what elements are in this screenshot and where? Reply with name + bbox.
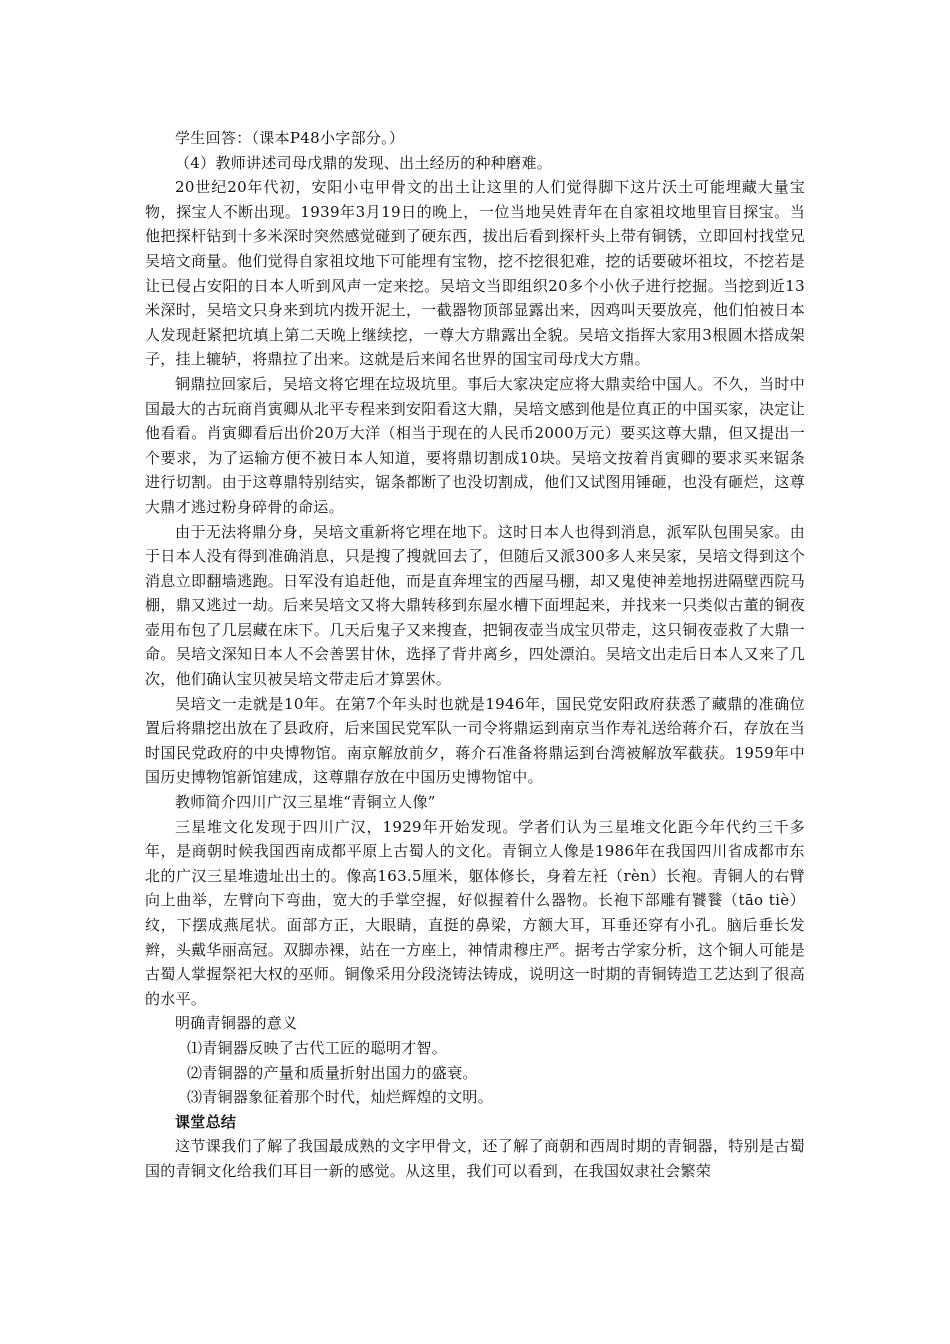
paragraph-fate: 吴培文一走就是10年。在第7个年头时也就是1946年，国民党安阳政府获悉了藏鼎的准确位置后将鼎挖出放在了县政府，后来国民党军队一司令将鼎运到南京当作寿礼送给蒋介石，存放在当时国民党政府的中央博物馆。南京解放前夕，蒋介石准备将鼎运到台湾被解放军截获。1959年中国历史博物馆新馆建成，这尊鼎存放在中国历史博物馆中。	[145, 694, 805, 787]
summary-heading: 课堂总结	[175, 1112, 237, 1131]
intro-sanxingdui: 教师简介四川广汉三星堆“青铜立人像”	[175, 793, 436, 812]
student-answer: 学生回答：（课本P48小字部分。）	[175, 129, 405, 147]
summary-text: 这节课我们了解了我国最成熟的文字甲骨文，还了解了商朝和西周时期的青铜器，特别是古蜀国的青铜文化给我们耳目一新的感觉。从这里，我们可以看到，在我国奴隶社会繁荣	[145, 1137, 805, 1180]
point-item: ⑴青铜器反映了古代工匠的聪明才智。	[187, 1038, 448, 1057]
paragraph-sale-attempt: 铜鼎拉回家后，吴培文将它埋在垃圾坑里。事后大家决定应将大鼎卖给中国人。不久，当时中国最大的古玩商肖寅卿从北平专程来到安阳看这大鼎，吴培文感到他是位真正的中国买家，决定让他看看。肖寅卿看后出价20万大洋（相当于现在的人民币2000万元）要买这尊大鼎，但又提出一个要求，为了运输方便不被日本人知道，要将鼎切割成10块。吴培文按着肖寅卿的要求买来锯条进行切割。由于这尊鼎特别结实，锯条都断了也没切割成，他们又试图用锤砸，也没有砸烂，这尊大鼎才逃过粉身碎骨的命运。	[145, 374, 805, 516]
point-item: ⑶青铜器象征着那个时代，灿烂辉煌的文明。	[187, 1088, 494, 1107]
clarify-heading: 明确青铜器的意义	[175, 1014, 298, 1033]
point-item: ⑵青铜器的产量和质量折射出国力的盛衰。	[187, 1063, 478, 1082]
document-body	[145, 126, 805, 1184]
step-4-text: （4）教师讲述司母戊鼎的发现、出土经历的种种磨难。	[175, 153, 553, 172]
paragraph-sanxingdui: 三星堆文化发现于四川广汉，1929年开始发现。学者们认为三星堆文化距今年代约三千多年，是商朝时候我国西南成都平原上古蜀人的文化。青铜立人像是1986年在我国四川省成都市东北的广汉三星堆遗址出土的。像高163.5厘米，躯体修长，身着左衽（rèn）长袍。青铜人的右臂向上曲举，左臂向下弯曲，宽大的手掌空握，好似握着什么器物。长袍下部雕有饕餮（tāo tiè）纹，下摆成燕尾状。面部方正，大眼睛，直挺的鼻梁，方额大耳，耳垂还穿有小孔。脑后垂长发辫，头戴华丽高冠。双脚赤裸，站在一方座上，神情肃穆庄严。据考古学家分析，这个铜人可能是古蜀人掌握祭祀大权的巫师。铜像采用分段浇铸法铸成，说明这一时期的青铜铸造工艺达到了很高的水平。	[145, 817, 805, 1008]
paragraph-discovery: 20世纪20年代初，安阳小屯甲骨文的出土让这里的人们觉得脚下这片沃土可能埋藏大量宝物，探宝人不断出现。1939年3月19日的晚上，一位当地吴姓青年在自家祖坟地里盲目探宝。当他把探杆钻到十多米深时突然感觉碰到了硬东西，拔出后看到探杆头上带有铜锈，立即回村找堂兄吴培文商量。他们觉得自家祖坟地下可能埋有宝物，挖不挖很犯难，挖的话要破坏祖坟，不挖若是让已侵占安阳的日本人听到风声一定来挖。吴培文当即组织20多个小伙子进行挖掘。当挖到近13米深时，吴培文只身来到坑内拨开泥土，一截器物顶部显露出来，因鸡叫天要放亮，他们怕被日本人发现赶紧把坑填上第二天晚上继续挖，一尊大方鼎露出全貌。吴培文指挥大家用3根圆木搭成架子，挂上辘轳，将鼎拉了出来。这就是后来闻名世界的国宝司母戊大方鼎。	[145, 178, 805, 369]
paragraph-hiding: 由于无法将鼎分身，吴培文重新将它埋在地下。这时日本人也得到消息，派军队包围吴家。由于日本人没有得到准确消息，只是搜了搜就回去了，但随后又派300多人来吴家，吴培文得到这个消息立即翻墙逃跑。日军没有追赶他，而是直奔埋宝的西屋马棚，却又鬼使神差地拐进隔壁西院马棚，鼎又逃过一劫。后来吴培文又将大鼎转移到东屋水槽下面埋起来，并找来一只类似古董的铜夜壶用布包了几层藏在床下。几天后鬼子又来搜查，把铜夜壶当成宝贝带走，这只铜夜壶救了大鼎一命。吴培文深知日本人不会善罢甘休，选择了背井离乡，四处漂泊。吴培文出走后日本人又来了几次，他们确认宝贝被吴培文带走后才算罢休。	[145, 522, 805, 689]
